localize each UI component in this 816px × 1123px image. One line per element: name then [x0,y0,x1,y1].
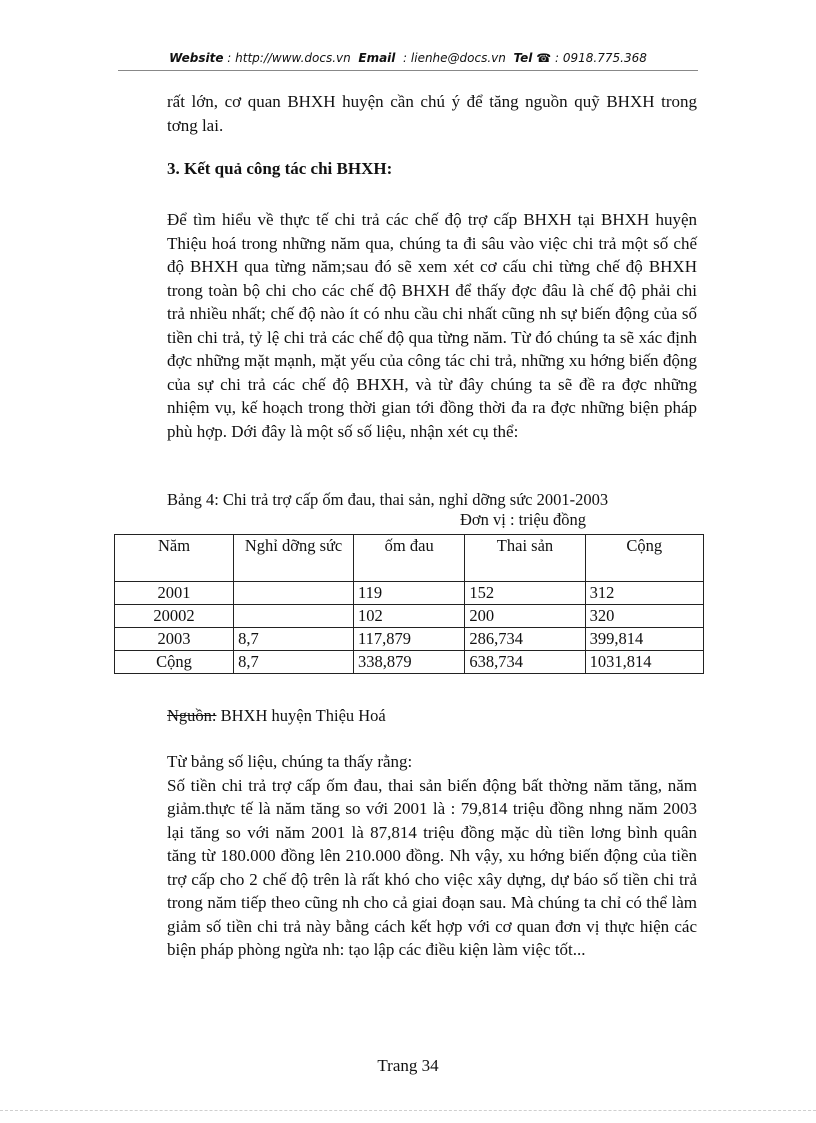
table-header-cell: Thai sản [465,535,585,582]
section-title: 3. Kết quả công tác chi BHXH: [167,159,393,178]
table-header-cell: Nghỉ dỡng sức [234,535,354,582]
table-row [115,628,704,651]
table-cell: 200 [465,605,585,628]
source-value: BHXH huyện Thiệu Hoá [216,706,386,725]
table-cell: 20002 [115,605,234,628]
payout-table [114,534,704,674]
table-header-cell: ốm đau [354,535,465,582]
table-caption-block [167,490,697,530]
section-paragraph: Để tìm hiểu về thực tế chi trả các chế độ trợ cấp BHXH tại BHXH huyện Thiệu hoá trong những năm qua, chúng ta đi sâu vào việc chi trả một số chế độ BHXH qua từng năm;sau đó sẽ xem xét cơ cấu chi từng chế độ BHXH trong toàn bộ chi cho các chế độ BHXH để thấy đợc đâu là chế độ phải chi trả nhiều nhất; chế độ nào ít có nhu cầu chi nhất cũng nh sự biến động của số tiền chi trả, tỷ lệ chi trả các chế độ qua từng năm. Từ đó chúng ta sẽ xác định đợc những mặt mạnh, mặt yếu của công tác chi trả, những xu hớng biến động của sự chi trả các chế độ BHXH, và từ đây chúng ta sẽ đề ra đợc những nhiệm vụ, kế hoạch trong thời gian tới đồng thời đa ra đợc những biện pháp phù hợp. Dới đây là một số số liệu, nhận xét cụ thể: [167,210,697,441]
page-header [0,51,816,65]
analysis-block [167,750,697,962]
table-cell: 399,814 [585,628,703,651]
table-cell [234,605,354,628]
website-label: Website [169,51,224,65]
table-cell: 312 [585,582,703,605]
table-row [115,605,704,628]
table-cell: 8,7 [234,628,354,651]
page-bottom-divider [0,1110,816,1111]
tel-label: Tel [513,51,533,65]
table-caption: Bảng 4: Chi trả trợ cấp ốm đau, thai sản, nghỉ dỡng sức 2001-2003 [167,490,609,509]
analysis-intro: Từ bảng số liệu, chúng ta thấy rằng: [167,752,413,771]
website-value: : http://www.docs.vn [227,51,351,65]
table-header-cell: Cộng [585,535,703,582]
table-cell: 117,879 [354,628,465,651]
table-cell: 102 [354,605,465,628]
phone-icon: ☎ [536,51,552,65]
table-cell: 320 [585,605,703,628]
table-header-cell: Năm [115,535,234,582]
tel-value: : 0918.775.368 [555,51,647,65]
source-block [167,706,697,726]
table-cell: 2003 [115,628,234,651]
page-number: Trang 34 [377,1056,439,1075]
email-label: Email [358,51,396,65]
table-cell: 8,7 [234,651,354,674]
table-unit: Đơn vị : triệu đồng [460,510,587,529]
table-cell: 338,879 [354,651,465,674]
table-cell: 119 [354,582,465,605]
table-cell: 2001 [115,582,234,605]
table-total-row [115,651,704,674]
source-label: Nguồn: [167,706,217,725]
source-line [167,706,697,726]
section-title-block [167,159,697,179]
table-cell: 152 [465,582,585,605]
table-header-row [115,535,704,582]
intro-block [167,90,697,137]
section-body [167,208,697,443]
table-row [115,582,704,605]
table-cell: 638,734 [465,651,585,674]
table-cell [234,582,354,605]
table-cell: 1031,814 [585,651,703,674]
header-divider [118,70,698,71]
analysis-paragraph: Số tiền chi trả trợ cấp ốm đau, thai sản biến động bất thờng năm tăng, năm giảm.thực tế là năm tăng so với 2001 là : 79,814 triệu đồng nhng năm 2003 lại tăng so với năm 2001 là 87,814 triệu đồng mặc dù tiền lơng bình quân tăng từ 180.000 đồng lên 210.000 đồng. Nh vậy, xu hớng biến động của tiền trợ cấp cho 2 chế độ trên là rất khó cho việc xây dựng, dự báo số tiền chi trả trong năm tiếp theo cũng nh cho cả giai đoạn sau. Mà chúng ta chỉ có thể làm giảm số tiền chi trả này bằng cách kết hợp với cơ quan đơn vị thực hiện các biện pháp phòng ngừa nh: tạo lập các điều kiện làm việc tốt... [167,775,697,959]
intro-paragraph: rất lớn, cơ quan BHXH huyện cần chú ý để tăng nguồn quỹ BHXH trong tơng lai. [167,92,697,135]
email-value: : lienhe@docs.vn [403,51,506,65]
table-cell: 286,734 [465,628,585,651]
table-cell: Cộng [115,651,234,674]
